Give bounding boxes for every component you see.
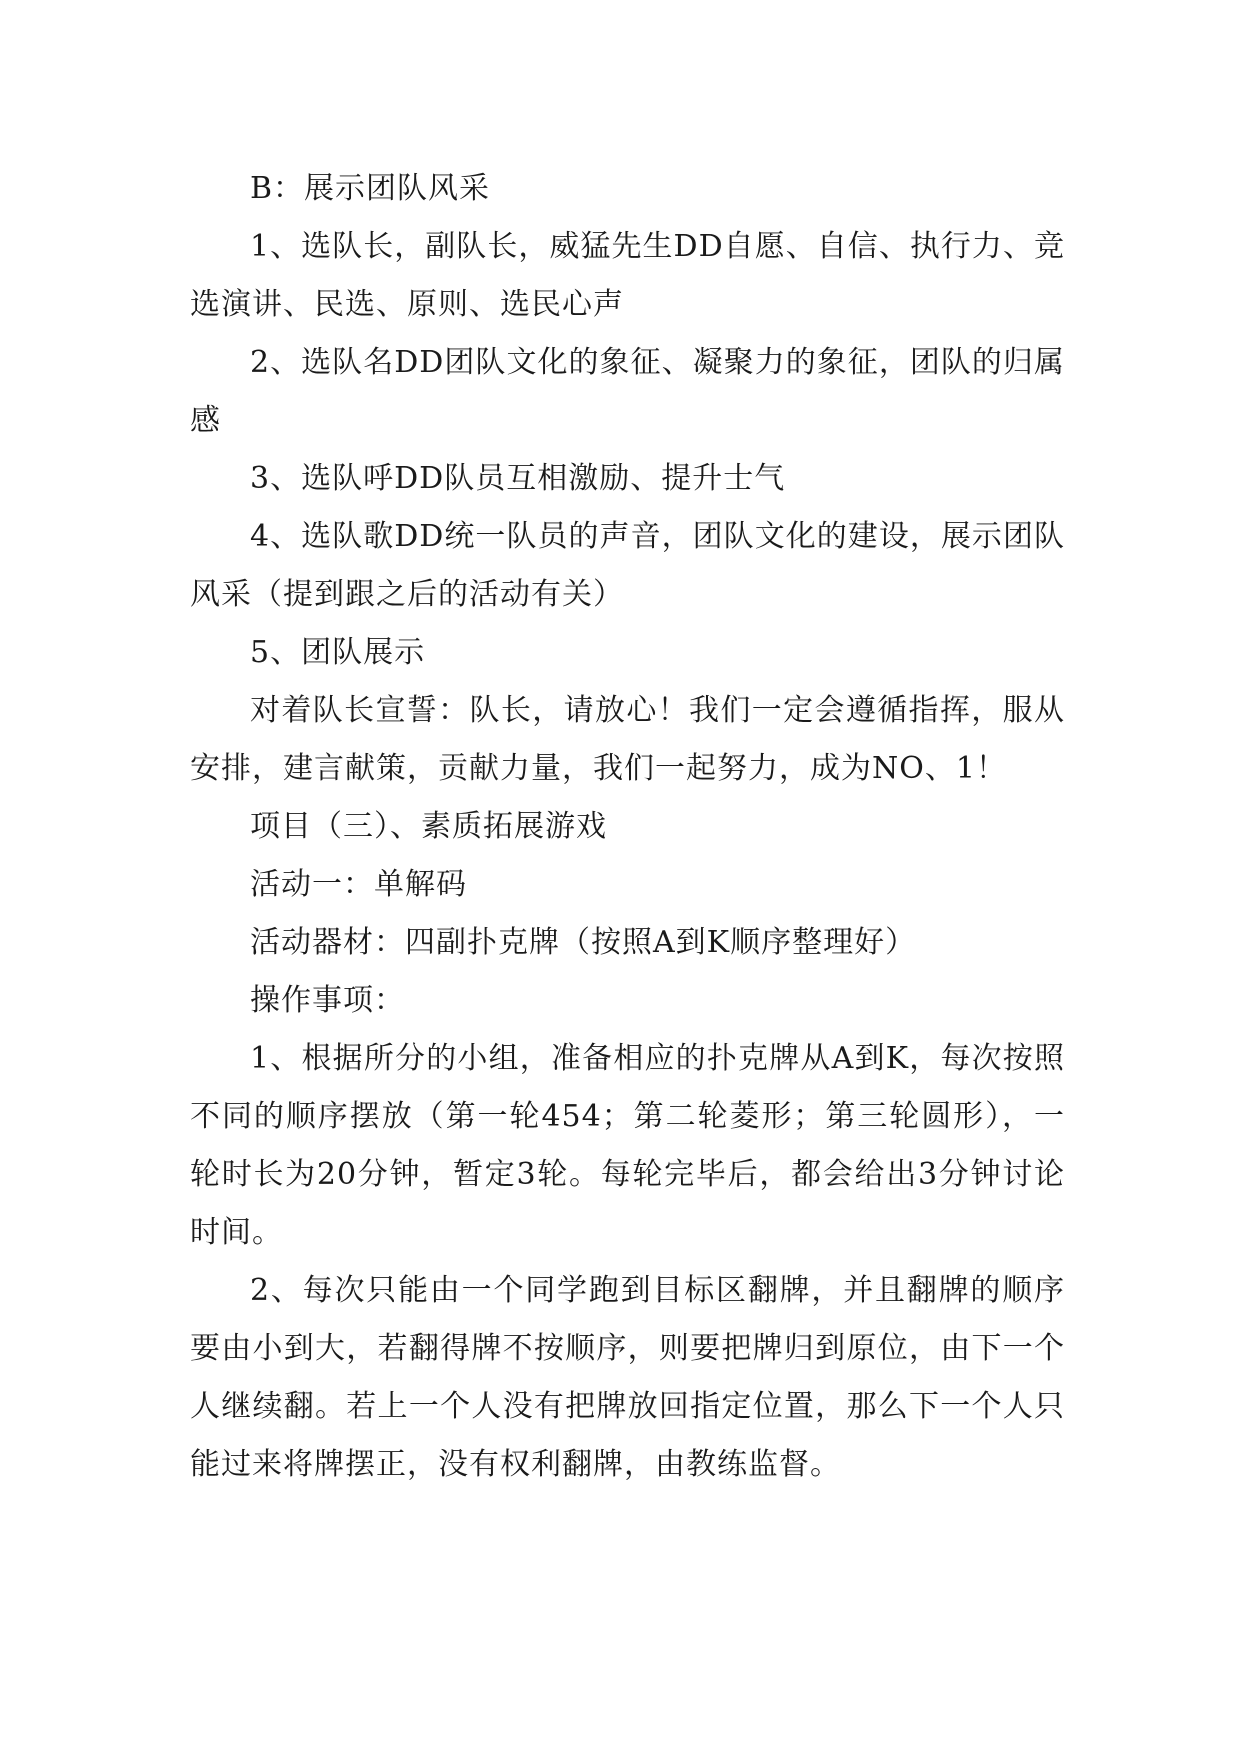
paragraph-item-3-team-slogan: 3、选队呼DD队员互相激励、提升士气 <box>250 461 786 496</box>
paragraph-operation-heading: 操作事项： <box>250 983 405 1018</box>
paragraph-section-b-heading: B：展示团队风采 <box>250 171 491 206</box>
document-body <box>190 160 1065 1494</box>
paragraph-item-2-team-name: 2、选队名DD团队文化的象征、凝聚力的象征，团队的归属感 <box>190 345 1065 438</box>
paragraph-project-three-heading: 项目（三）、素质拓展游戏 <box>250 809 607 844</box>
paragraph-item-1-captain: 1、选队长，副队长，威猛先生DD自愿、自信、执行力、竞选演讲、民选、原则、选民心声 <box>190 229 1065 322</box>
paragraph-operation-rule-2: 2、每次只能由一个同学跑到目标区翻牌，并且翻牌的顺序要由小到大，若翻得牌不按顺序，则要把牌归到原位，由下一个人继续翻。若上一个人没有把牌放回指定位置，那么下一个人只能过来将牌摆正，没有权利翻牌，由教练监督。 <box>190 1273 1065 1482</box>
paragraph-operation-rule-1: 1、根据所分的小组，准备相应的扑克牌从A到K，每次按照不同的顺序摆放（第一轮454；第二轮菱形；第三轮圆形），一轮时长为20分钟，暂定3轮。每轮完毕后，都会给出3分钟讨论时间。 <box>190 1041 1065 1250</box>
paragraph-item-5-team-show: 5、团队展示 <box>250 635 426 670</box>
paragraph-activity-one: 活动一：单解码 <box>250 867 467 902</box>
paragraph-item-4-team-song: 4、选队歌DD统一队员的声音，团队文化的建设，展示团队风采（提到跟之后的活动有关） <box>190 519 1065 612</box>
paragraph-equipment: 活动器材：四副扑克牌（按照A到K顺序整理好） <box>250 925 917 960</box>
paragraph-oath: 对着队长宣誓：队长，请放心！我们一定会遵循指挥，服从安排，建言献策，贡献力量，我们一起努力，成为NO、1！ <box>190 693 1065 786</box>
